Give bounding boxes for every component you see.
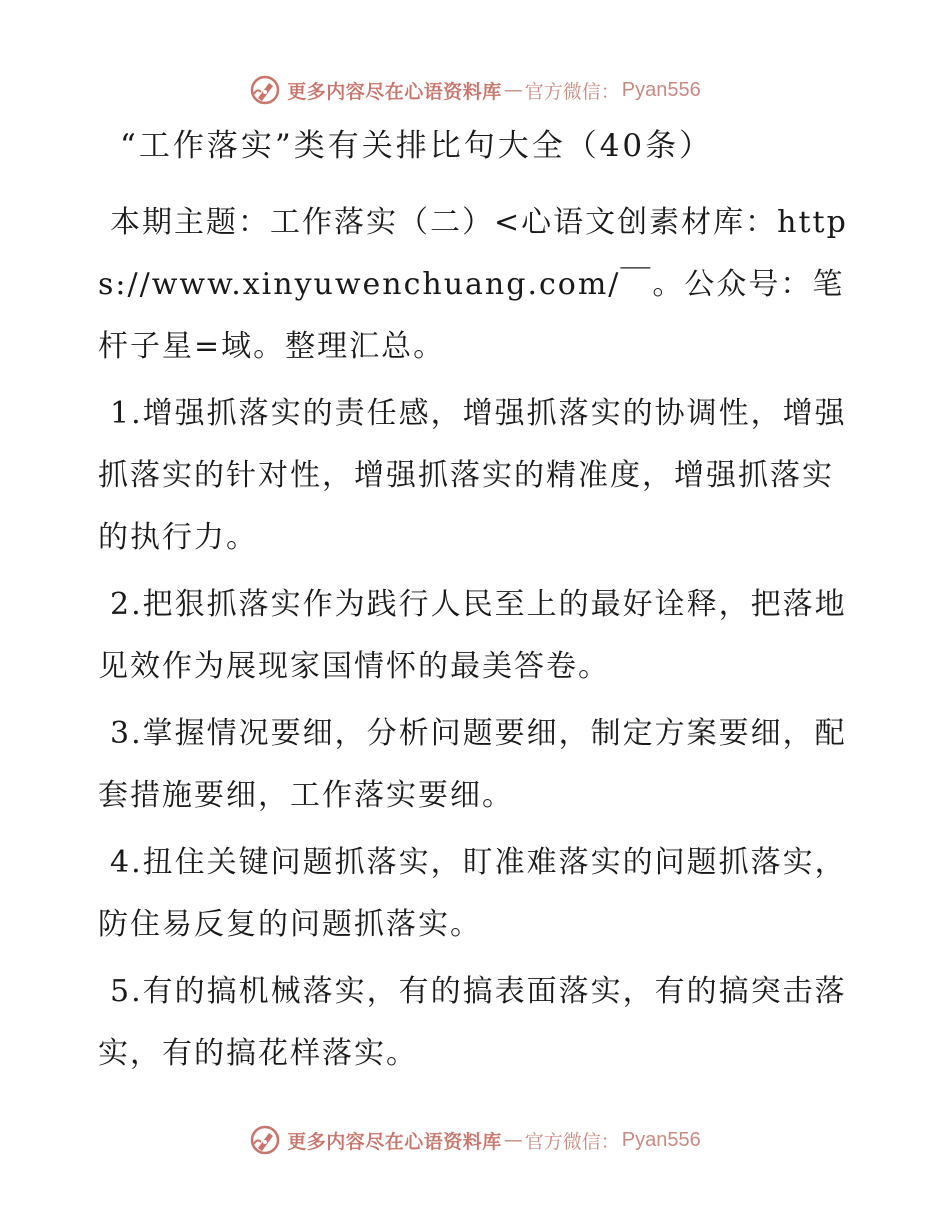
document-title: “工作落实”类有关排比句大全（40条） [120, 128, 714, 164]
intro-paragraph: 本期主题：工作落实（二）<心语文创素材库：https://www.xinyuwenchuang.com/￣。公众号：笔杆子星=域。整理汇总。 [98, 205, 848, 364]
list-item: 5.有的搞机械落实，有的搞表面落实，有的搞突击落实，有的搞花样落实。 [98, 974, 847, 1071]
watermark-brand-text: 更多内容尽在心语资料库 [287, 1130, 502, 1153]
watermark-sub-text: 官方微信： [524, 1130, 620, 1153]
watermark-separator: — [503, 1129, 523, 1151]
list-item: 4.扭住关键问题抓落实，盯准难落实的问题抓落实，防住易反复的问题抓落实。 [98, 845, 847, 942]
list-item: 2.把狠抓落实作为践行人民至上的最好诠释，把落地见效作为展现家国情怀的最美答卷。 [98, 587, 847, 684]
watermark-sub-text: 官方微信： [524, 80, 620, 103]
pen-nib-logo-icon [249, 1124, 281, 1156]
document-body [98, 192, 856, 1090]
watermark-brand-text: 更多内容尽在心语资料库 [287, 80, 502, 103]
list-item: 3.掌握情况要细，分析问题要细，制定方案要细，配套措施要细，工作落实要细。 [98, 716, 847, 813]
watermark-separator: — [503, 79, 523, 101]
footer-watermark [0, 1120, 950, 1160]
list-item: 1.增强抓落实的责任感，增强抓落实的协调性，增强抓落实的针对性，增强抓落实的精准度，增强抓落实的执行力。 [98, 396, 847, 555]
watermark-wechat-id: Pyan556 [621, 78, 701, 101]
header-watermark [0, 70, 950, 110]
pen-nib-logo-icon [249, 74, 281, 106]
watermark-wechat-id: Pyan556 [621, 1128, 701, 1151]
